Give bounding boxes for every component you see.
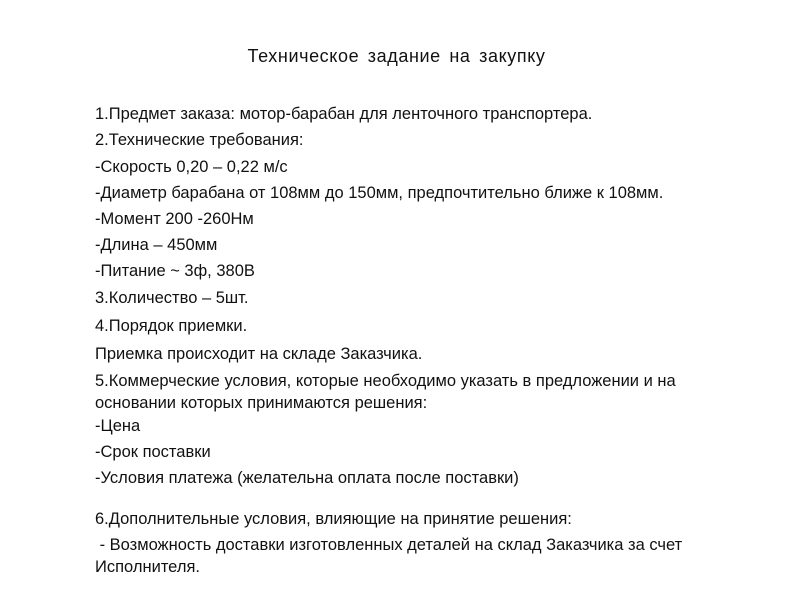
condition-delivery-to-warehouse: - Возможность доставки изготовленных деталей на склад Заказчика за счет <box>95 536 683 554</box>
item-acceptance-procedure: 4.Порядок приемки. <box>95 317 248 335</box>
spec-length: -Длина – 450мм <box>95 236 218 254</box>
item-technical-requirements: 2.Технические требования: <box>95 131 304 149</box>
spec-power: -Питание ~ 3ф, 380В <box>95 262 255 280</box>
spec-drum-diameter: -Диаметр барабана от 108мм до 150мм, предпочтительно ближе к 108мм. <box>95 184 664 202</box>
term-payment-conditions: -Условия платежа (желательна оплата после поставки) <box>95 469 519 487</box>
item-additional-conditions: 6.Дополнительные условия, влияющие на принятие решения: <box>95 510 572 528</box>
term-price: -Цена <box>95 417 141 435</box>
item-quantity: 3.Количество – 5шт. <box>95 289 249 307</box>
acceptance-location: Приемка происходит на складе Заказчика. <box>95 345 423 363</box>
spec-speed: -Скорость 0,20 – 0,22 м/с <box>95 158 288 176</box>
item-commercial-terms: 5.Коммерческие условия, которые необходимо указать в предложении и на <box>95 372 676 390</box>
item-subject: 1.Предмет заказа: мотор-барабан для ленточного транспортера. <box>95 105 593 123</box>
spec-torque: -Момент 200 -260Нм <box>95 210 254 228</box>
commercial-terms-continued: основании которых принимаются решения: <box>95 394 428 412</box>
document-title: Техническое задание на закупку <box>247 46 546 66</box>
term-delivery-time: -Срок поставки <box>95 443 211 461</box>
condition-delivery-continued: Исполнителя. <box>95 558 200 576</box>
